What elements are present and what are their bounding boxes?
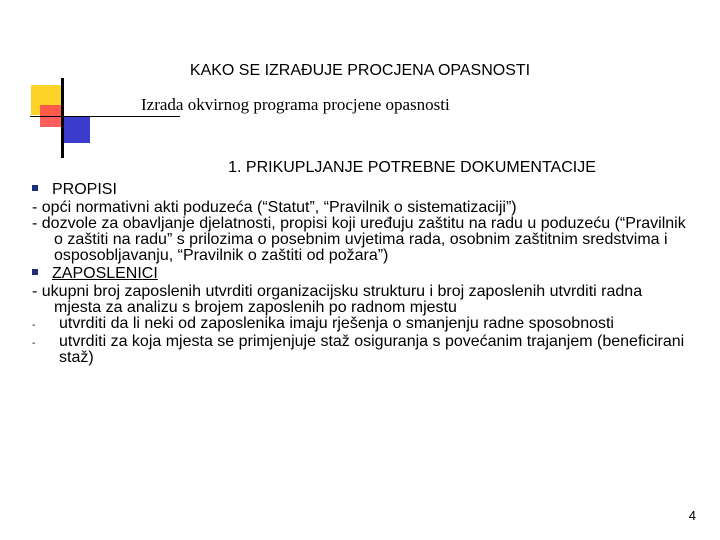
list-item: - ukupni broj zaposlenih utvrditi organizacijsku strukturu i broj zaposlenih utvrditi radna mjesta za analizu s brojem zaposlenih po radnom mjestu — [32, 283, 643, 316]
slide-subtitle: Izrada okvirnog programa procjene opasnosti — [141, 95, 450, 114]
decorative-vertical-line — [61, 78, 64, 158]
decorative-horizontal-line — [30, 116, 180, 117]
square-bullet-icon — [32, 269, 38, 275]
sub-list-item-text: utvrditi za koja mjesta se primjenjuje staž osiguranja s povećanim trajanjem (beneficirani staž) — [59, 333, 685, 366]
section-heading: 1. PRIKUPLJANJE POTREBNE DOKUMENTACIJE — [228, 159, 596, 176]
dash-marker: - — [32, 338, 36, 349]
slide-title: KAKO SE IZRAĐUJE PROCJENA OPASNOSTI — [189, 62, 531, 79]
dash-marker: - — [32, 320, 36, 331]
square-bullet-icon — [32, 185, 38, 191]
slide-content — [32, 160, 692, 366]
bullet-propisi — [32, 182, 692, 198]
bullet-label: ZAPOSLENICI — [52, 265, 158, 282]
list-item: - opći normativni akti poduzeća (“Statut”, “Pravilnik o sistematizaciji”) — [32, 199, 517, 216]
sub-list-item — [32, 334, 692, 366]
decorative-blue-square — [64, 117, 90, 143]
bullet-label: PROPISI — [52, 181, 117, 198]
sub-list-item-text: utvrditi da li neki od zaposlenika imaju rješenja o smanjenju radne sposobnosti — [59, 315, 614, 332]
list-item: - dozvole za obavljanje djelatnosti, propisi koji uređuju zaštitu na radu u poduzeću (“Pravilnik o zaštiti na radu” s prilozima o posebnim uvjetima rada, osobnim zaštitnim sredstvima i osposobljavanju, “Pravilnik o zaštiti od požara”) — [32, 215, 686, 264]
page-number: 4 — [688, 508, 696, 523]
sub-list-item — [32, 316, 692, 334]
bullet-zaposlenici — [32, 266, 692, 282]
